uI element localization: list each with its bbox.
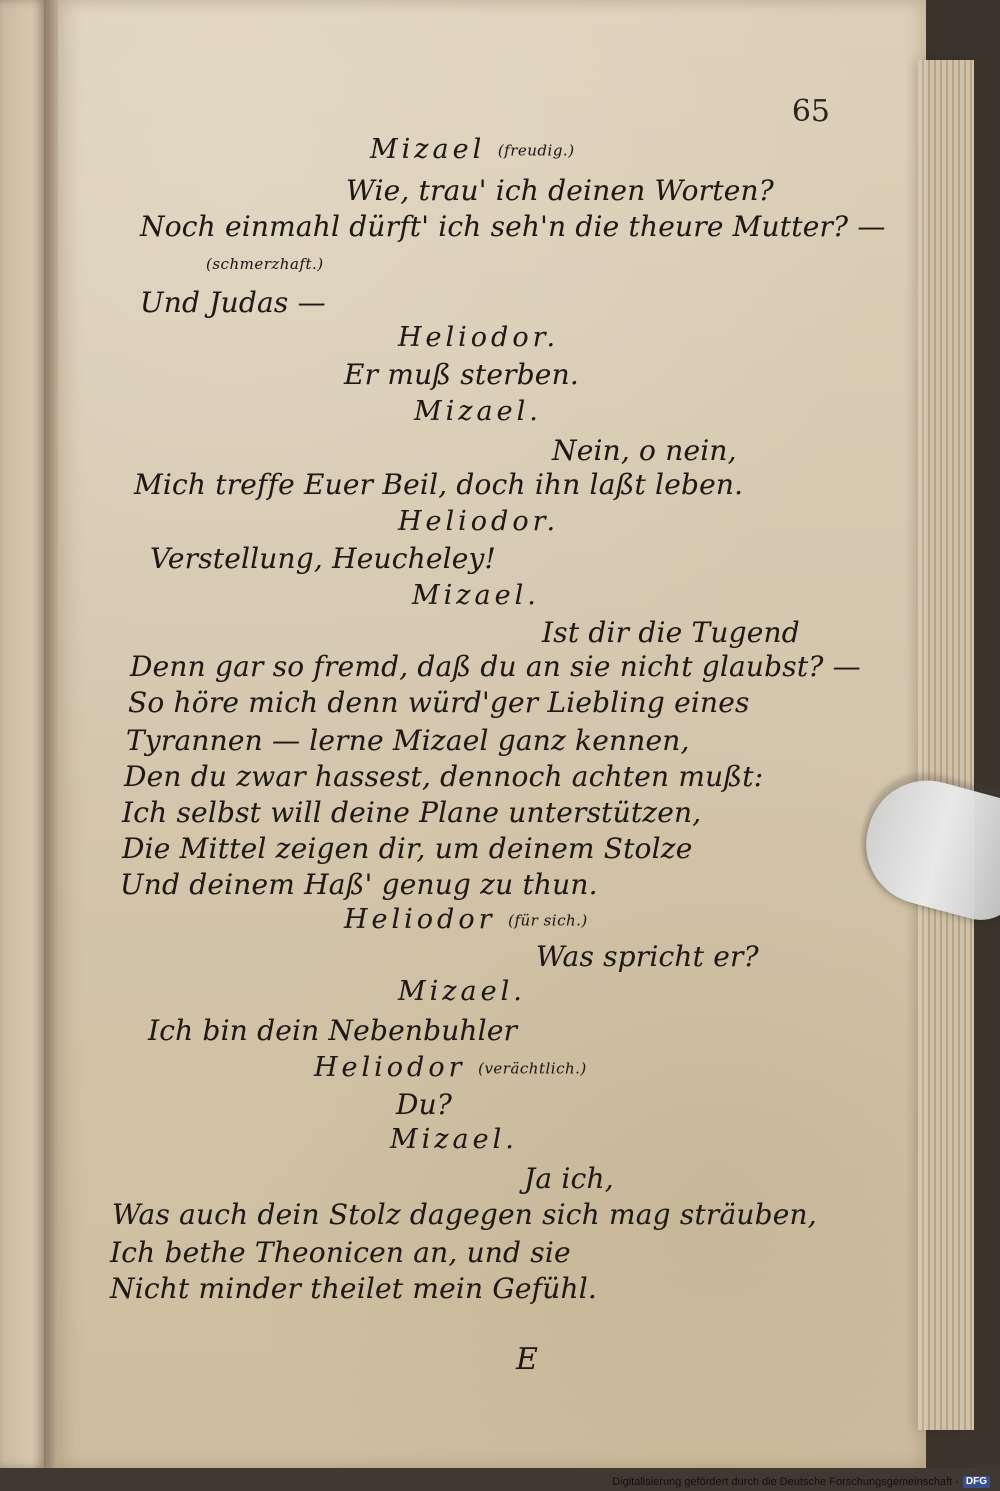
verse-line: Mich treffe Euer Beil, doch ihn laßt leben. <box>134 468 744 501</box>
verse-line: Den du zwar hassest, dennoch achten mußt: <box>124 760 764 793</box>
left-page <box>0 0 48 1468</box>
page-edge <box>918 60 974 1430</box>
verse-line: Denn gar so fremd, daß du an sie nicht glaubst? — <box>130 650 861 683</box>
speaker-name: Heliodor <box>314 1052 466 1083</box>
verse-line: Und deinem Haß' genug zu thun. <box>120 868 598 901</box>
speaker-line: Heliodor. <box>398 506 560 537</box>
book-page <box>58 0 926 1468</box>
verse-line: Nein, o nein, <box>552 434 737 467</box>
verse-line: Wie, trau' ich deinen Worten? <box>346 174 774 207</box>
speaker-line: Mizael. <box>414 396 542 427</box>
verse-line: Ich bethe Theonicen an, und sie <box>110 1236 571 1269</box>
verse-line: Was spricht er? <box>536 940 759 973</box>
stage-direction: (freudig.) <box>497 141 575 160</box>
stage-direction: (für sich.) <box>508 911 588 930</box>
speaker-line <box>314 1052 587 1083</box>
verse-line: Tyrannen — lerne Mizael ganz kennen, <box>126 724 690 757</box>
verse-line: Und Judas — <box>140 286 326 319</box>
speaker-name: Mizael <box>370 134 486 165</box>
verse-line: Nicht minder theilet mein Gefühl. <box>110 1272 597 1305</box>
speaker-line <box>370 134 575 165</box>
speaker-line: Mizael. <box>412 580 540 611</box>
verse-line: Noch einmahl dürft' ich seh'n die theure Mutter? — <box>140 210 886 243</box>
verse-line: Er muß sterben. <box>344 358 579 391</box>
verse-line: Die Mittel zeigen dir, um deinem Stolze <box>122 832 693 865</box>
verse-line: So höre mich denn würd'ger Liebling eines <box>128 686 750 719</box>
verse-line: Ich selbst will deine Plane unterstützen, <box>122 796 702 829</box>
verse-line: Ja ich, <box>524 1162 614 1195</box>
footer-credit-text: Digitalisierung gefördert durch die Deutsche Forschungsgemeinschaft - <box>612 1476 959 1488</box>
speaker-line: Mizael. <box>398 976 526 1007</box>
stage-direction-line: (schmerzhaft.) <box>206 255 324 273</box>
speaker-line <box>344 904 588 935</box>
dfg-logo: DFG <box>963 1476 990 1488</box>
page-number: 65 <box>791 94 830 129</box>
verse-line: Ich bin dein Nebenbuhler <box>148 1014 518 1047</box>
verse-line: Ist dir die Tugend <box>542 616 800 649</box>
stage-direction: (verächtlich.) <box>478 1059 587 1078</box>
verse-line: Du? <box>396 1088 453 1121</box>
footer-credit <box>612 1476 990 1488</box>
speaker-line: Heliodor. <box>398 322 560 353</box>
speaker-name: Heliodor <box>344 904 496 935</box>
verse-line: Verstellung, Heucheley! <box>150 542 497 575</box>
speaker-line: Mizael. <box>390 1124 518 1155</box>
catchword: E <box>516 1342 539 1377</box>
verse-line: Was auch dein Stolz dagegen sich mag sträuben, <box>112 1198 817 1231</box>
